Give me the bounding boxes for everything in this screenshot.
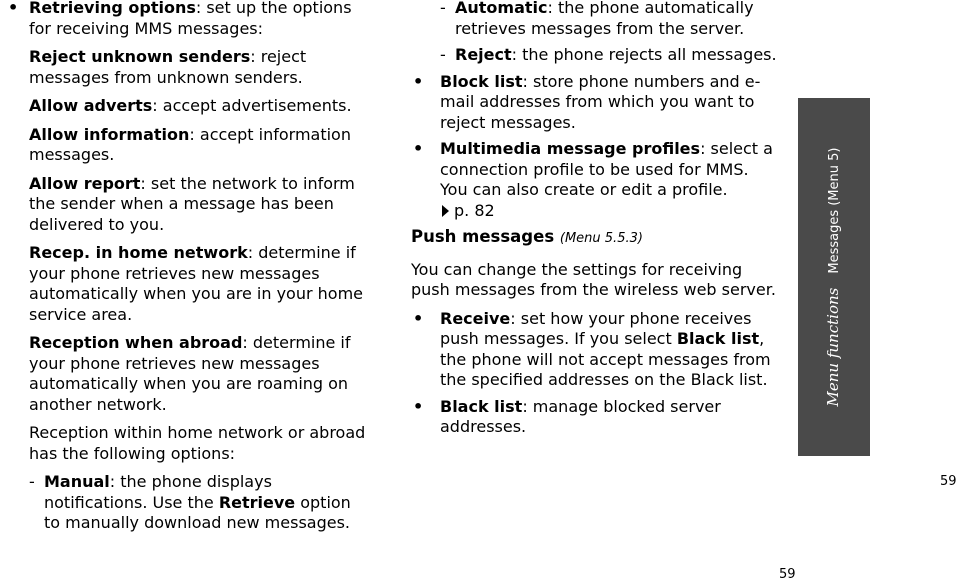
allow-adverts-item: Allow adverts: accept advertisements. xyxy=(29,96,352,115)
right-column xyxy=(411,0,781,444)
retrieving-options-item: • Retrieving options: set up the options for receiving MMS messages: xyxy=(0,0,370,39)
allow-report-item: Allow report: set the network to inform the sender when a message has been delivered to you. xyxy=(29,173,355,234)
page-number-bottom: 59 xyxy=(779,567,796,582)
automatic-option: - Automatic: the phone automatically retrieves messages from the server. xyxy=(440,0,754,38)
receive-item: • Receive: set how your phone receives push messages. If you select Black list, the phone will not accept messages from the specified addresses on the Black list. xyxy=(411,309,781,391)
options-intro: Reception within home network or abroad has the following options: xyxy=(29,423,366,463)
page-number-right: 59 xyxy=(940,474,957,489)
page-ref-arrow-icon xyxy=(442,205,449,217)
reject-option: - Reject: the phone rejects all messages. xyxy=(440,45,777,64)
recep-abroad-item: Reception when abroad: determine if your phone retrieves new messages automatically when you are roaming on another network. xyxy=(29,333,351,414)
mm-profiles-item: • Multimedia message profiles: select a connection profile to be used for MMS. You can also create or edit a profile. p. 82 xyxy=(411,139,781,221)
allow-information-item: Allow information: accept information messages. xyxy=(29,124,351,164)
black-list-item: • Black list: manage blocked server addresses. xyxy=(411,397,781,438)
push-intro: You can change the settings for receiving push messages from the wireless web server. xyxy=(411,259,776,299)
side-tab xyxy=(798,98,870,456)
left-column xyxy=(0,0,370,540)
side-tab-label: Menu functionsMessages (Menu 5) xyxy=(823,147,842,407)
push-messages-heading: Push messages (Menu 5.5.3) xyxy=(411,227,643,246)
manual-option: - Manual: the phone displays notifications. Use the Retrieve option to manually download new messages. xyxy=(29,472,351,532)
reject-unknown-item: Reject unknown senders: reject messages from unknown senders. xyxy=(29,47,307,87)
recep-home-item: Recep. in home network: determine if your phone retrieves new messages automatically when you are in your home service area. xyxy=(29,243,363,324)
block-list-item: • Block list: store phone numbers and e-mail addresses from which you want to reject messages. xyxy=(411,72,781,134)
page-ref: p. 82 xyxy=(454,200,495,220)
